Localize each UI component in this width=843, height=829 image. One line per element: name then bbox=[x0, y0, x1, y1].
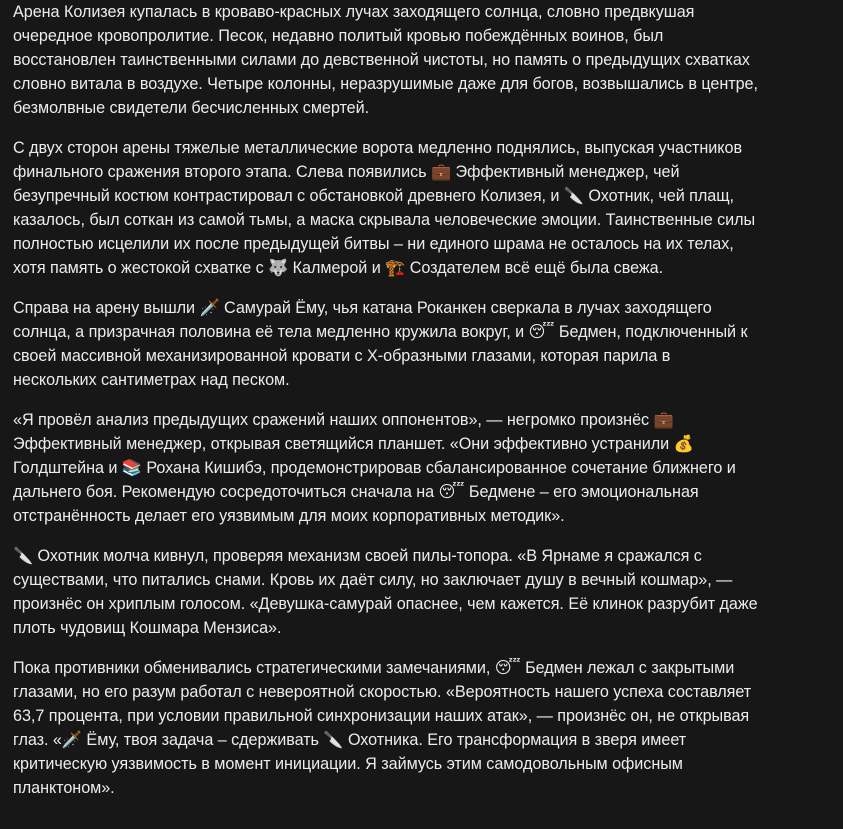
story-paragraph-4: «Я провёл анализ предыдущих сражений наших оппонентов», — негромко произнёс 💼 Эффективный менеджер, открывая светящийся планшет. «Они эффективно устранили 💰 Голдштейна и 📚 Рохана Кишибэ, продемонстрировав сбалансированное сочетание ближнего и дальнего боя. Рекомендую сосредоточиться сначала на 😴 Бедмене – его эмоциональная отстранённость делает его уязвимым для моих корпоративных методик». bbox=[13, 411, 736, 525]
story-paragraph-3: Справа на арену вышли 🗡️ Самурай Ёму, чья катана Роканкен сверкала в лучах заходящего солнца, а призрачная половина её тела медленно кружила вокруг, и 😴 Бедмен, подключенный к своей массивной механизированной кровати с X-образными глазами, которая парила в нескольких сантиметрах над песком. bbox=[13, 299, 748, 389]
story-paragraph-1: Арена Колизея купалась в кроваво-красных лучах заходящего солнца, словно предвкушая очередное кровопролитие. Песок, недавно политый кровью побеждённых воинов, был восстановлен таинственными силами до девственной чистоты, но память о предыдущих схватках словно витала в воздухе. Четыре колонны, неразрушимые даже для богов, возвышались в центре, безмолвные свидетели бесчисленных смертей. bbox=[13, 3, 758, 117]
story-paragraph-6: Пока противники обменивались стратегическими замечаниями, 😴 Бедмен лежал с закрытыми глазами, но его разум работал с невероятной скоростью. «Вероятность нашего успеха составляет 63,7 процента, при условии правильной синхронизации наших атак», — произнёс он, не открывая глаз. «🗡️ Ёму, твоя задача – сдерживать 🔪 Охотника. Его трансформация в зверя имеет критическую уязвимость в момент инициации. Я займусь этим самодовольным офисным планктоном». bbox=[13, 659, 752, 797]
story-paragraph-2: С двух сторон арены тяжелые металлические ворота медленно поднялись, выпуская участников финального сражения второго этапа. Слева появились 💼 Эффективный менеджер, чей безупречный костюм контрастировал с обстановкой древнего Колизея, и 🔪 Охотник, чей плащ, казалось, был соткан из самой тьмы, а маска скрывала человеческие эмоции. Таинственные силы полностью исцелили их после предыдущей битвы – ни единого шрама не осталось на их телах, хотя память о жестокой схватке с 🐺 Калмерой и 🏗️ Создателем всё ещё была свежа. bbox=[13, 139, 756, 277]
story-paragraph-5: 🔪 Охотник молча кивнул, проверяя механизм своей пилы-топора. «В Ярнаме я сражался с существами, что питались снами. Кровь их даёт силу, но заключает душу в вечный кошмар», — произнёс он хриплым голосом. «Девушка-самурай опаснее, чем кажется. Её клинок разрубит даже плоть чудовищ Кошмара Мензиса». bbox=[13, 547, 758, 637]
story-text bbox=[13, 0, 758, 816]
